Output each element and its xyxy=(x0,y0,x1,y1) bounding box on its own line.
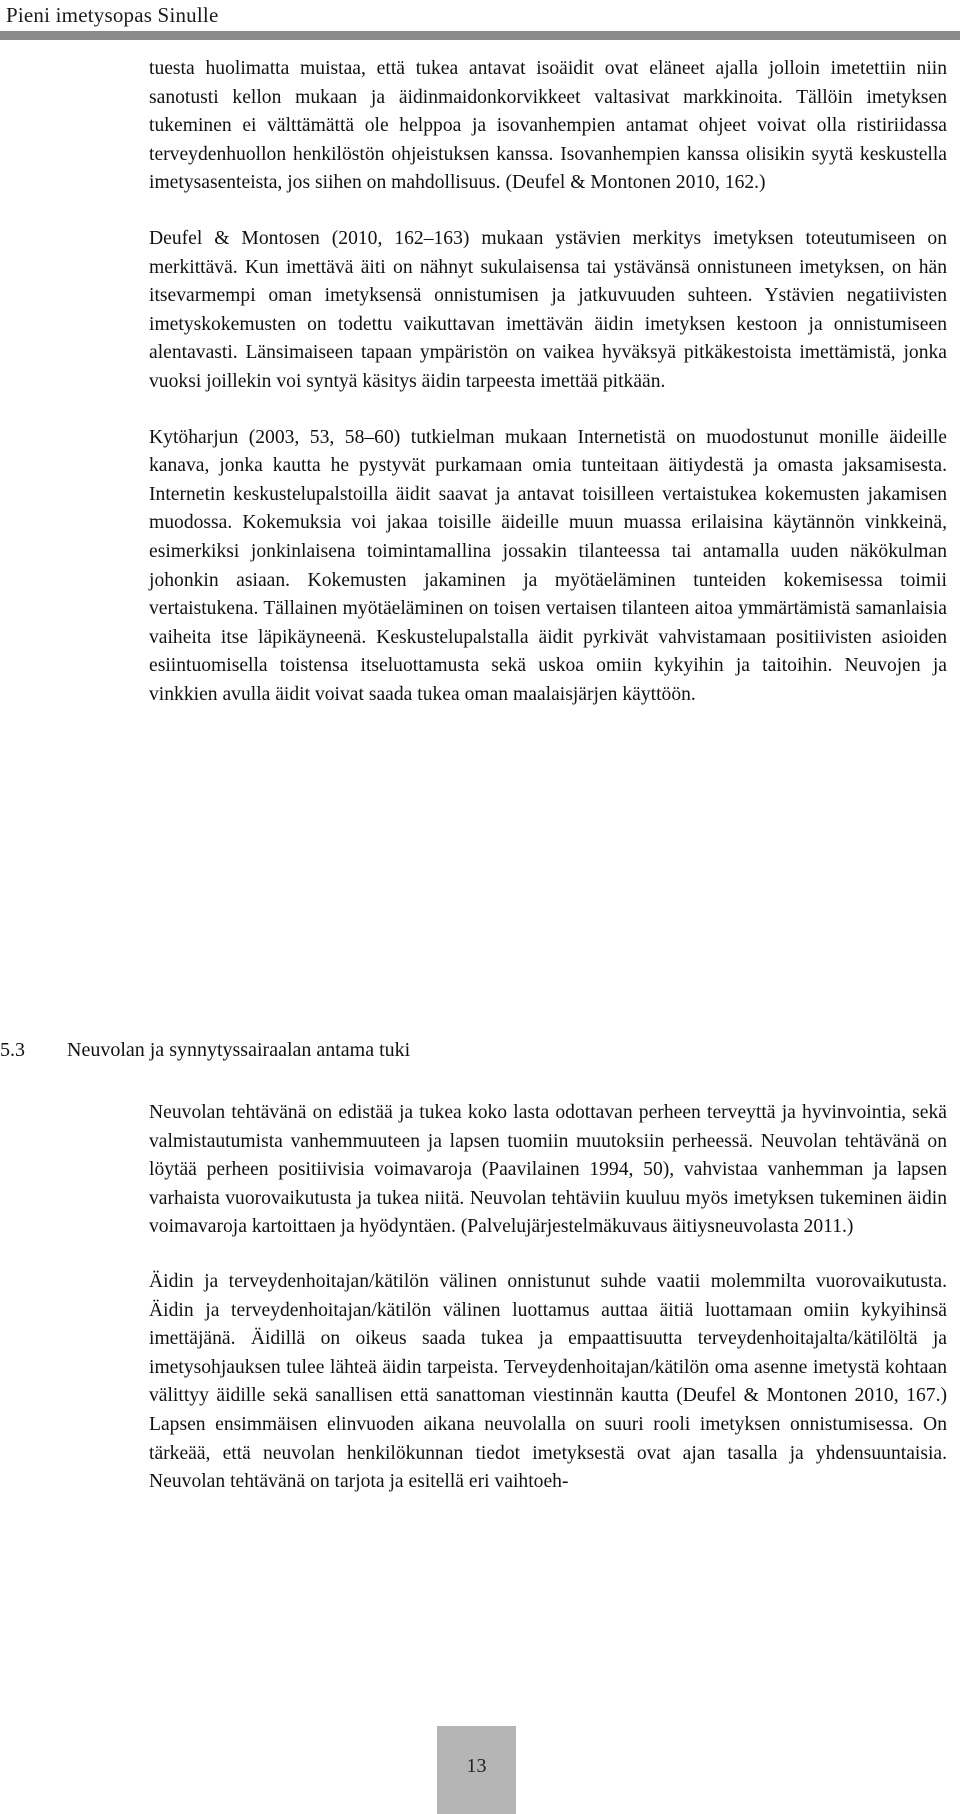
running-title: Pieni imetysopas Sinulle xyxy=(6,3,219,27)
body-text-top xyxy=(149,55,947,736)
paragraph-mother-nurse-relationship: Äidin ja terveydenhoitajan/kätilön välinen onnistunut suhde vaatii molemmilta vuorovaikutusta. Äidin ja terveydenhoitajan/kätilön välinen luottamus auttaa äitiä luottamaan omiin kykyihinsä imettäjänä. Äidillä on oikeus saada tukea ja empaattisuutta terveydenhoitajalta/kätilöltä ja imetysohjauksen tulee lähteä äidin tarpeista. Terveydenhoitajan/kätilön oma asenne imetystä kohtaan välittyy äidille sekä sanallisen että sanattoman viestinnän kautta (Deufel & Montonen 2010, 167.) Lapsen ensimmäisen elinvuoden aikana neuvolalla on suuri rooli imetyksen onnistumisessa. On tärkeää, että neuvolan henkilökunnan tiedot imetyksestä ovat ajan tasalla ja yhdensuuntaisia. Neuvolan tehtävänä on tarjota ja esitellä eri vaihtoeh- xyxy=(149,1270,947,1493)
body-text-bottom xyxy=(149,1099,947,1523)
page-number-box xyxy=(437,1726,516,1814)
paragraph-grandparents: tuesta huolimatta muistaa, että tukea antavat isoäidit ovat eläneet ajalla jolloin imetettiin niin sanotusti kellon mukaan ja äidinmaidonkorvikkeet valtasivat markkinoita. Tällöin imetyksen tukeminen ei välttämättä ole helppoa ja isovanhempien antamat ohjeet voivat olla ristiriidassa terveydenhuollon henkilöstön ohjeistuksen kanssa. Isovanhempien kanssa olisikin syytä keskustella imetysasenteista, jos siihen on mahdollisuus. (Deufel & Montonen 2010, 162.) xyxy=(149,58,947,194)
paragraph-friends: Deufel & Montosen (2010, 162–163) mukaan ystävien merkitys imetyksen toteutumiseen on merkittävä. Kun imettävä äiti on nähnyt sukulaisensa tai ystävänsä onnistuneen imetyksen, on hän itsevarmempi oman imetyksensä onnistumisen ja jatkuvuuden suhteen. Ystävien negatiivisten imetyskokemusten on todettu vaikuttavan imettävän äidin imetyksen kestoon ja onnistumiseen alentavasti. Länsimaiseen tapaan ympäristön on vaikea hyväksyä pitkäkestoista imettämistä, jonka vuoksi joillekin voi syntyä käsitys äidin tarpeesta imettää pitkään. xyxy=(149,227,947,392)
paragraph-neuvola-tasks: Neuvolan tehtävänä on edistää ja tukea koko lasta odottavan perheen terveyttä ja hyvinvointia, sekä valmistautumista vanhemmuuteen ja lapsen tuomiin muutoksiin perheessä. Neuvolan tehtävänä on löytää perheen positiivisia voimavaroja (Paavilainen 1994, 50), vahvistaa vanhemman ja lapsen varhaista vuorovaikutusta ja tukea niitä. Neuvolan tehtäviin kuuluu myös imetyksen tukeminen äidin voimavaroja kartoittaen ja hyödyntäen. (Palvelujärjestelmäkuvaus äitiysneuvolasta 2011.) xyxy=(149,1102,947,1238)
page-header xyxy=(0,0,960,42)
section-title: Neuvolan ja synnytyssairaalan antama tuki xyxy=(67,1039,411,1061)
page-number: 13 xyxy=(466,1755,487,1777)
section-heading xyxy=(0,1035,410,1065)
section-number: 5.3 xyxy=(0,1039,25,1061)
paragraph-internet-peer-support: Kytöharjun (2003, 53, 58–60) tutkielman mukaan Internetistä on muodostunut monille äideille kanava, jonka kautta he pystyvät purkamaan omia tunteitaan äitiydestä ja omasta jaksamisesta. Internetin keskustelupalstoilla äidit saavat ja antavat toisilleen vertaistukea kokemusten jakamisen muodossa. Kokemuksia voi jakaa toisille äideille muun muassa erilaisina käytännön vinkkeinä, esimerkiksi jonkinlaisena toimintamallina jossakin tilanteessa tai antamalla uuden näkökulman johonkin asiaan. Kokemusten jakaminen ja myötäeläminen tunteiden kokemisessa toimii vertaistukena. Tällainen myötäeläminen on toisen vertaisen tilanteen aitoa ymmärtämistä samanlaisia vaiheita itse läpikäyneenä. Keskustelupalstalla äidit pyrkivät vahvistamaan positiivisten asioiden esiintuomisella toistensa itseluottamusta sekä uskoa omiin kykyihin ja taitoihin. Neuvojen ja vinkkien avulla äidit voivat saada tukea oman maalaisjärjen käyttöön. xyxy=(149,426,947,705)
header-rule xyxy=(0,31,960,40)
